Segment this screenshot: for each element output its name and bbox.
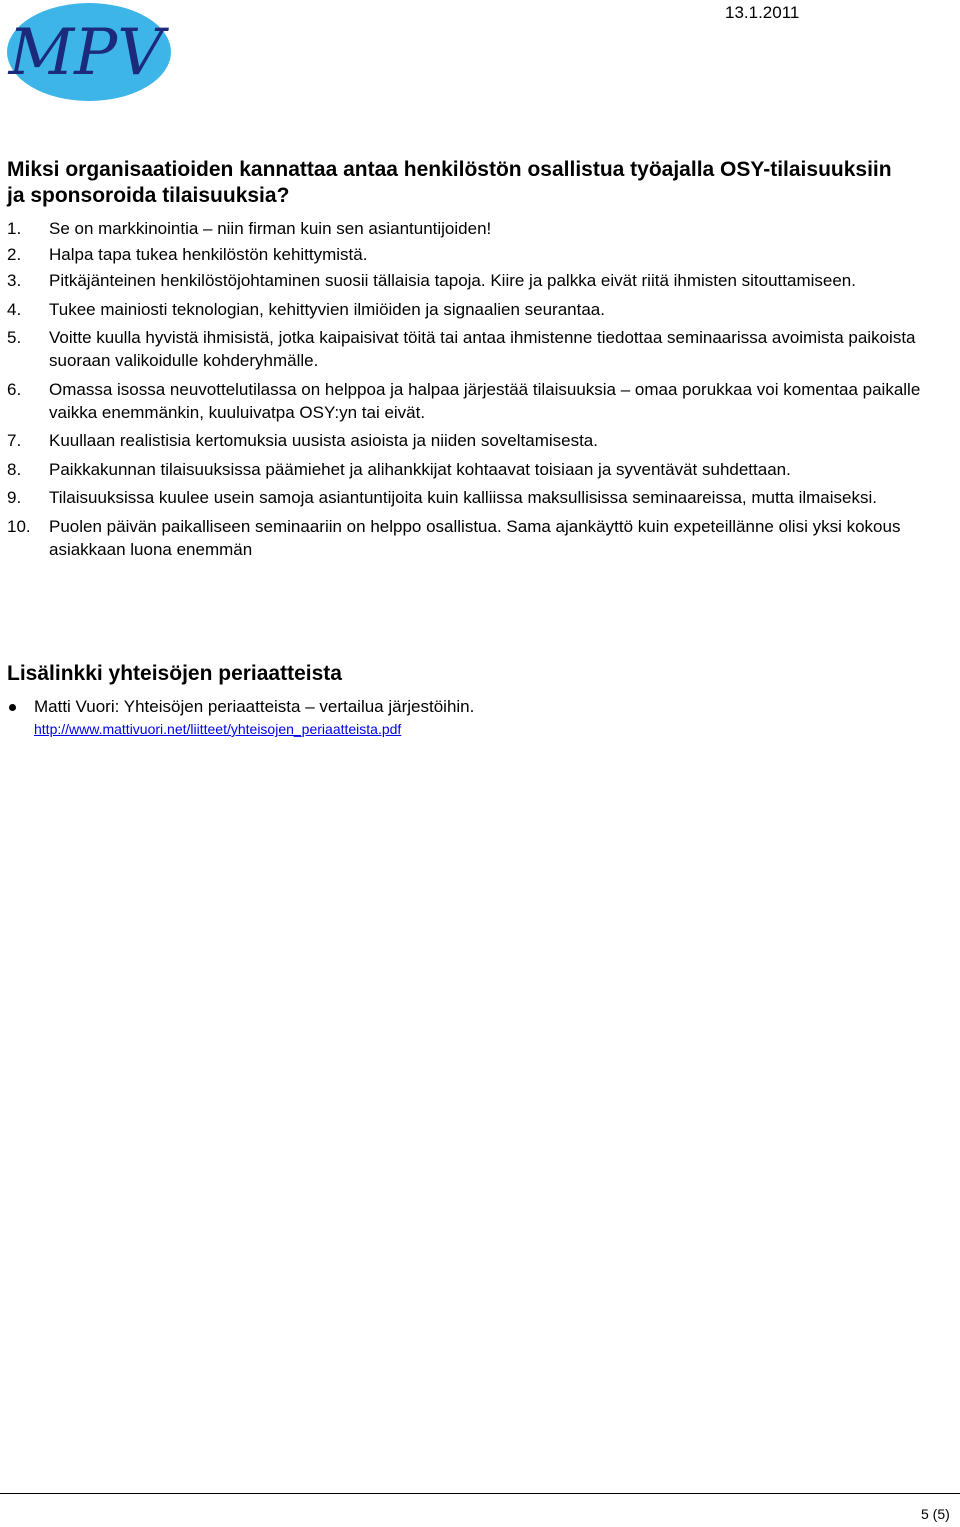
section-title: Miksi organisaatioiden kannattaa antaa henkilöstön osallistua työajalla OSY-tilaisuuksiin ja sponsoroida tilaisuuksia?: [7, 158, 892, 207]
item-number: 8.: [7, 459, 22, 479]
mpv-logo: [6, 2, 172, 102]
item-text: Se on markkinointia – niin firman kuin sen asiantuntijoiden!: [49, 219, 492, 238]
list-item: [7, 243, 942, 266]
bullet-icon: [9, 704, 16, 711]
item-number: 3.: [7, 271, 22, 290]
footer-divider: [0, 1493, 960, 1494]
list-item: [7, 429, 942, 452]
list-item: [7, 298, 942, 321]
list-item: [7, 515, 942, 561]
section2-title: Lisälinkki yhteisöjen periaatteista: [7, 662, 342, 685]
item-number: 10.: [7, 516, 31, 536]
item-number: 5.: [7, 328, 22, 347]
item-text: Tukee mainiosti teknologian, kehittyvien ilmiöiden ja signaalien seurantaa.: [49, 299, 605, 319]
links-list: [7, 696, 907, 740]
document-date: 13.1.2011: [725, 3, 800, 22]
item-text: Pitkäjänteinen henkilöstöjohtaminen suosii tällaisia tapoja. Kiire ja palkka eivät riitä ihmisten sitouttamiseen.: [49, 271, 856, 290]
reasons-list: [7, 217, 942, 566]
item-text: Halpa tapa tukea henkilöstön kehittymistä.: [49, 245, 368, 264]
item-text: Tilaisuuksissa kuulee usein samoja asiantuntijoita kuin kalliissa maksullisissa seminaareissa, mutta ilmaiseksi.: [49, 488, 877, 507]
item-number: 1.: [7, 219, 22, 238]
item-number: 9.: [7, 488, 22, 507]
list-item: [7, 217, 942, 240]
list-item: [7, 326, 942, 372]
item-text: Puolen päivän paikalliseen seminaariin on helppo osallistua. Sama ajankäyttö kuin expeteillänne olisi yksi kokous asiakkaan luona enemmän: [49, 516, 901, 559]
item-number: 6.: [7, 379, 22, 399]
item-text: Voitte kuulla hyvistä ihmisistä, jotka kaipaisivat töitä tai antaa ihmistenne tiedottaa seminaarissa avoimista paikoista suoraan valikoidulle kohderyhmälle.: [49, 328, 916, 370]
item-number: 4.: [7, 299, 22, 319]
list-item: [7, 269, 942, 292]
item-text: Kuullaan realistisia kertomuksia uusista asioista ja niiden soveltamisesta.: [49, 431, 598, 450]
list-item: [7, 458, 942, 481]
list-item: [7, 486, 942, 509]
bullet-text: Matti Vuori: Yhteisöjen periaatteista – vertailua järjestöihin.: [34, 697, 475, 716]
item-text: Omassa isossa neuvottelutilassa on helppoa ja halpaa järjestää tilaisuuksia – omaa porukkaa voi komentaa paikalle vaikka enemmänkin, kuuluivatpa OSY:yn tai eivät.: [49, 379, 921, 422]
pdf-link[interactable]: http://www.mattivuori.net/liitteet/yhteisojen_periaatteista.pdf: [34, 721, 402, 737]
logo-text: MPV: [8, 16, 164, 90]
list-item: [7, 378, 942, 424]
item-number: 2.: [7, 245, 22, 264]
page-number: 5 (5): [921, 1506, 950, 1522]
item-text: Paikkakunnan tilaisuuksissa päämiehet ja alihankkijat kohtaavat toisiaan ja syventävät suhdettaan.: [49, 459, 791, 479]
list-item: [7, 696, 907, 740]
item-number: 7.: [7, 431, 22, 450]
